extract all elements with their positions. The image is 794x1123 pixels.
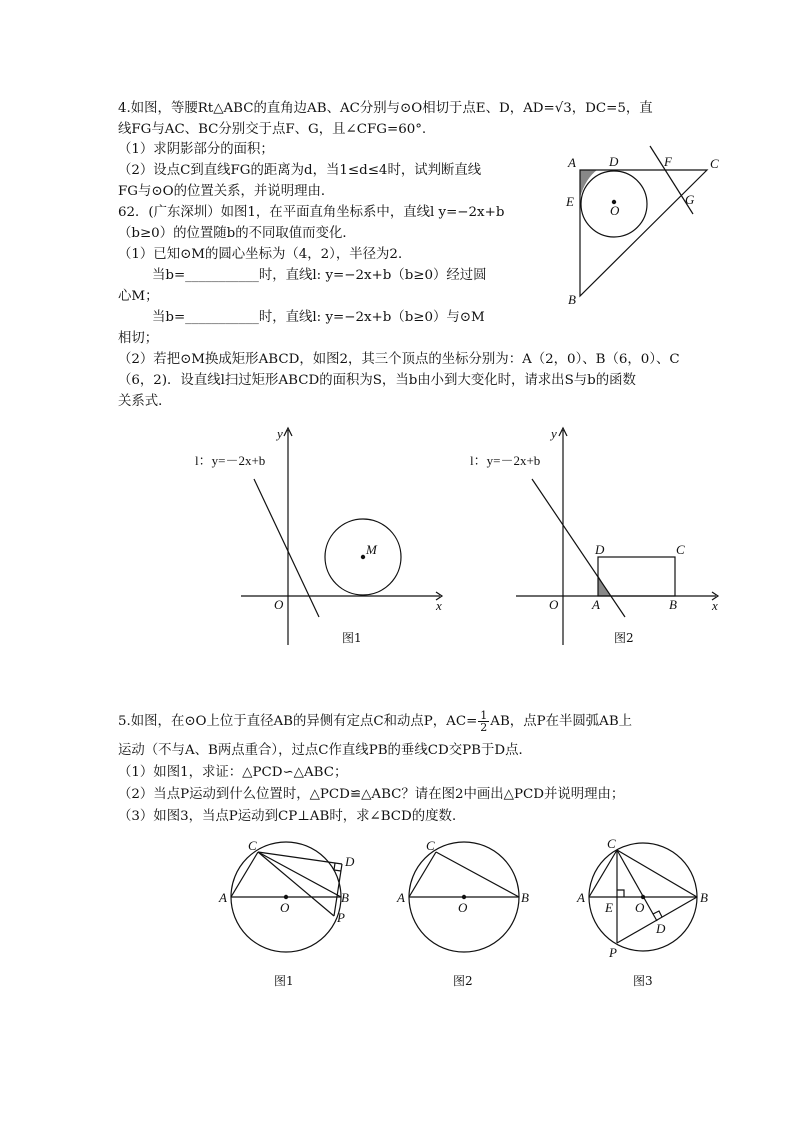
fig2-label-x: x xyxy=(712,598,718,613)
p5f2-label-a: A xyxy=(397,890,405,905)
p5-q3: （3）如图3，当点P运动到CP⊥AB时，求∠BCD的度数． xyxy=(118,809,466,824)
p62-fig1 xyxy=(241,428,442,645)
p4-label-e: E xyxy=(566,194,574,209)
fig1-center-dot xyxy=(361,555,364,558)
p62-line1: 62．(广东深圳）如图1，在平面直角坐标系中，直线l y=−2x+b xyxy=(118,205,505,220)
p5f2-label-b: B xyxy=(521,890,529,905)
p5f1-segment-ac xyxy=(231,852,258,897)
p5f3-label-a: A xyxy=(577,890,585,905)
p62-q1d: 相切； xyxy=(118,331,159,346)
p4-q2a: （2）设点C到直线FG的距离为d，当1≤d≤4时，试判断直线 xyxy=(118,163,482,178)
p62-q1a: 当b=___________时，直线l: y=−2x+b（b≥0）经过圆 xyxy=(152,268,487,283)
p5f2-center-dot xyxy=(462,895,465,898)
p5f3-label-p: P xyxy=(609,945,617,960)
p5f2-segment-ac xyxy=(409,852,436,897)
p5f2-label-o: O xyxy=(458,900,468,915)
p5-line2: 运动（不与A、B两点重合），过点C作直线PB的垂线CD交PB于D点． xyxy=(118,743,532,758)
p4-label-o: O xyxy=(610,203,620,218)
fig2-line-label: l：y=－2x+b xyxy=(470,453,541,468)
fig1-caption: 图1 xyxy=(342,631,362,645)
p4-label-a: A xyxy=(568,155,576,170)
p62-q1: （1）已知⊙M的圆心坐标为（4，2），半径为2． xyxy=(118,247,412,262)
p5f1-label-d: D xyxy=(345,854,355,869)
p5-fig2 xyxy=(409,842,519,952)
p5f3-segment-ac xyxy=(589,850,617,897)
fig1-label-y: y xyxy=(277,426,283,441)
p5-fig3 xyxy=(589,843,697,951)
fig2-label-a: A xyxy=(592,597,600,612)
p4-label-c: C xyxy=(710,156,719,171)
p62-q2c: 关系式． xyxy=(118,394,172,409)
p62-q2b: （6，2)．设直线l扫过矩形ABCD的面积为S，当b由小到大变化时，请求出S与b的函数 xyxy=(118,373,636,388)
p5-line1-pre: 5.如图，在⊙O上位于直径AB的异侧有定点C和动点P，AC= xyxy=(118,714,478,729)
p4-q2b: FG与⊙O的位置关系，并说明理由． xyxy=(118,184,335,199)
p5f3-center-dot xyxy=(641,895,644,898)
p5-fig2-caption: 图2 xyxy=(453,974,473,988)
p5f1-segment-cb xyxy=(258,852,341,897)
p5f1-label-b: B xyxy=(341,890,349,905)
p62-q2a: （2）若把⊙M换成矩形ABCD，如图2，其三个顶点的坐标分别为：A（2，0）、B（6，0）、C xyxy=(118,352,680,367)
fig2-label-c: C xyxy=(676,542,685,557)
p5f1-center-dot xyxy=(284,895,287,898)
fig2-label-o: O xyxy=(549,597,559,612)
p5-q1: （1）如图1，求证：△PCD∽△ABC； xyxy=(118,765,348,780)
fig1-label-x: x xyxy=(436,598,442,613)
p5-fig1 xyxy=(231,842,342,952)
p5f2-label-c: C xyxy=(426,838,435,853)
fig2-rectangle xyxy=(598,557,675,596)
fraction-denominator: 2 xyxy=(480,721,488,734)
p4-label-d: D xyxy=(609,154,619,169)
p5f3-label-d: D xyxy=(656,921,666,936)
p4-line2: 线FG与AC、BC分别交于点F、G，且∠CFG=60°. xyxy=(118,122,427,137)
p4-figure xyxy=(580,146,707,296)
p5f3-right-angle-e xyxy=(617,890,624,897)
p5f3-label-b: B xyxy=(700,890,708,905)
p5f3-label-c: C xyxy=(607,836,616,851)
p5f3-label-e: E xyxy=(605,900,613,915)
fig1-label-m: M xyxy=(366,542,377,557)
fig2-caption: 图2 xyxy=(614,631,634,645)
p5f1-label-a: A xyxy=(219,890,227,905)
p4-label-g: G xyxy=(685,192,695,207)
p5f2-segment-cb xyxy=(436,852,519,897)
fig1-label-o: O xyxy=(274,597,284,612)
p5-q2: （2）当点P运动到什么位置时，△PCD≌△ABC？请在图2中画出△PCD并说明理由； xyxy=(118,787,625,802)
p5-fig1-caption: 图1 xyxy=(274,974,294,988)
fig2-label-d: D xyxy=(595,542,605,557)
p62-fig2 xyxy=(516,428,718,645)
fig2-label-b: B xyxy=(669,597,677,612)
p4-line1: 4.如图，等腰Rt△ABC的直角边AB、AC分别与⊙O相切于点E、D，AD=√3，DC=5，直 xyxy=(118,101,653,116)
fig1-line-label: l：y=－2x+b xyxy=(195,453,266,468)
p62-q1b: 心M； xyxy=(118,289,159,304)
fig2-label-y: y xyxy=(551,426,557,441)
p5f3-label-o: O xyxy=(635,900,645,915)
p62-line2: （b≥0）的位置随b的不同取值而变化． xyxy=(118,226,356,241)
p5f1-label-o: O xyxy=(280,900,290,915)
p5f1-label-p: P xyxy=(337,910,345,925)
p4-label-f: F xyxy=(664,154,672,169)
p5-fig3-caption: 图3 xyxy=(633,974,653,988)
fraction-numerator: 1 xyxy=(480,709,488,722)
p4-label-b: B xyxy=(568,292,576,307)
p5f1-label-c: C xyxy=(248,838,257,853)
p4-q1: （1）求阴影部分的面积； xyxy=(118,142,274,157)
p5f3-segment-cb xyxy=(617,850,697,897)
p5-line1-post: AB，点P在半圆弧AB上 xyxy=(490,714,633,729)
p62-q1c: 当b=___________时，直线l: y=−2x+b（b≥0）与⊙M xyxy=(152,310,485,325)
